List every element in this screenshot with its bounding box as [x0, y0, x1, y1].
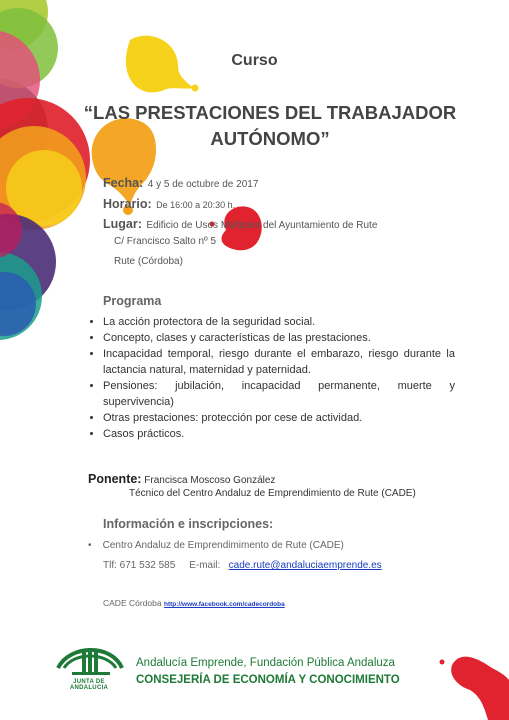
email-label: E-mail:: [189, 560, 221, 571]
junta-logo-text: JUNTA DE ANDALUCIA: [69, 679, 109, 691]
programa-list: [86, 314, 455, 442]
bullet-icon: •: [88, 540, 103, 551]
list-item: • Incapacidad temporal, riesgo durante el embarazo, riesgo durante la lactancia natural, maternidad y paternidad.: [103, 346, 455, 378]
list-item: • Otras prestaciones: protección por cese de actividad.: [103, 410, 455, 426]
info-heading: Información e inscripciones:: [103, 517, 274, 531]
ponente-name: Francisca Moscoso González: [144, 475, 276, 486]
lugar-row: [103, 215, 377, 233]
course-label: Curso: [231, 52, 278, 69]
info-center-item: [88, 540, 344, 551]
lugar-label: Lugar:: [103, 217, 142, 231]
course-title-line2: AUTÓNOMO”: [210, 128, 330, 149]
programa-heading: Programa: [103, 294, 162, 308]
list-item: • Concepto, clases y características de las prestaciones.: [103, 330, 455, 346]
horario-value: De 16:00 a 20:30 h.: [156, 200, 236, 210]
yellow-drop-dot: [192, 85, 199, 92]
red-drop-bottom-dot: [440, 660, 445, 665]
circle-yellow-left: [6, 150, 82, 226]
cade-label: CADE Córdoba: [103, 598, 162, 608]
footer-consejeria: CONSEJERÍA DE ECONOMÍA Y CONOCIMIENTO: [136, 674, 400, 686]
red-drop-bottom: [451, 657, 509, 720]
footer-foundation: Andalucía Emprende, Fundación Pública Andaluza: [136, 657, 395, 669]
ponente-cargo: Técnico del Centro Andaluz de Emprendimiento de Rute (CADE): [129, 488, 416, 499]
phone-text: Tlf: 671 532 585: [103, 560, 176, 571]
list-item: • Pensiones: jubilación, incapacidad permanente, muerte y supervivencia): [103, 378, 455, 410]
fecha-row: [103, 174, 258, 192]
email-link[interactable]: cade.rute@andaluciaemprende.es: [228, 560, 382, 571]
ponente-row: [88, 472, 275, 486]
list-item: • La acción protectora de la seguridad social.: [103, 314, 455, 330]
list-item: • Casos prácticos.: [103, 426, 455, 442]
cade-row: [103, 598, 285, 608]
ponente-label: Ponente:: [88, 472, 142, 486]
address-line2: Rute (Córdoba): [114, 256, 183, 267]
course-title: [60, 100, 480, 152]
fecha-label: Fecha:: [103, 176, 144, 190]
horario-row: [103, 195, 235, 213]
contact-row: [103, 560, 382, 571]
fecha-value: 4 y 5 de octubre de 2017: [147, 179, 259, 190]
facebook-link[interactable]: http://www.facebook.com/cadecordoba: [163, 601, 285, 608]
address-line1: C/ Francisco Salto nº 5: [114, 236, 217, 247]
junta-logo: [58, 648, 122, 675]
horario-label: Horario:: [103, 197, 152, 211]
lugar-value: Edificio de Usos Múltiples del Ayuntamiento de Rute: [146, 220, 378, 231]
info-center: Centro Andaluz de Emprendimimento de Rute (CADE): [102, 540, 344, 551]
course-title-line1: “LAS PRESTACIONES DEL TRABAJADOR: [83, 102, 457, 123]
